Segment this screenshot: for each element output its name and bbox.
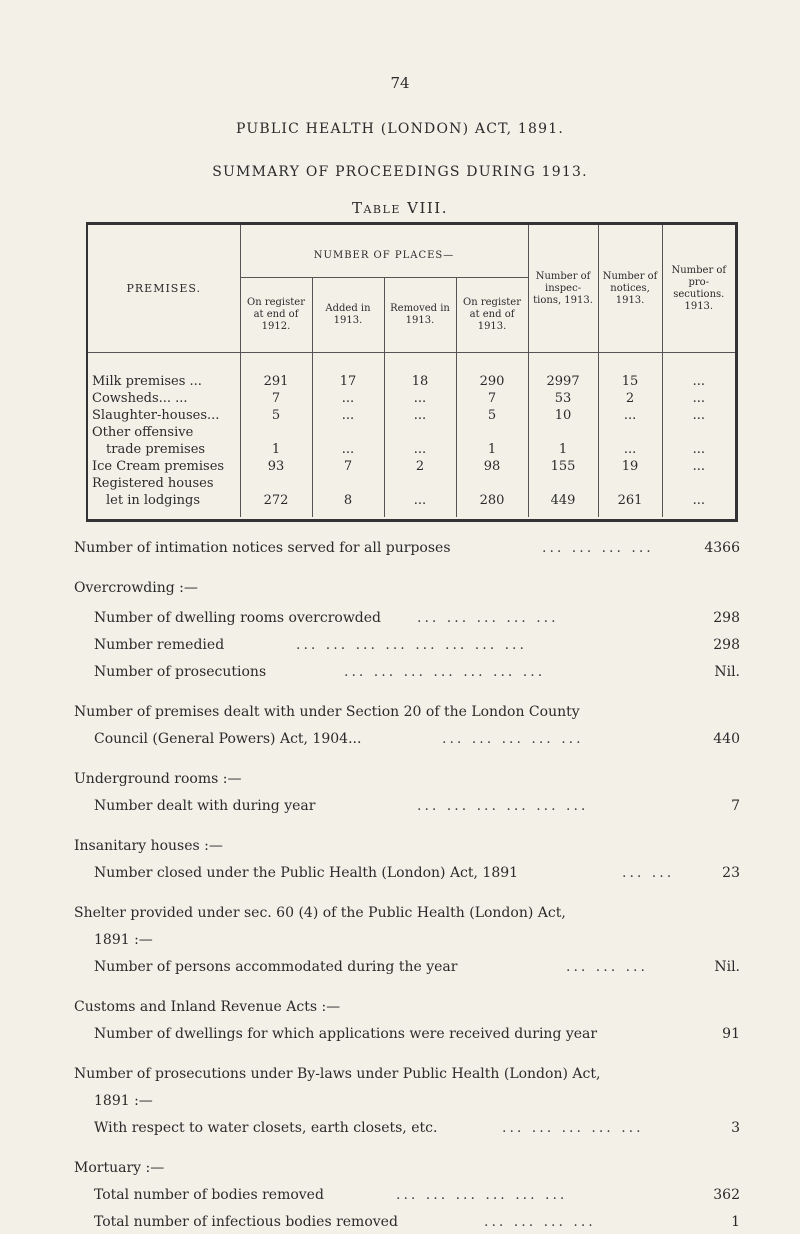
table-cell: ... <box>312 407 384 424</box>
premises-name-line: Cowsheds... ... <box>92 391 188 406</box>
table-cell: 1 <box>528 424 598 458</box>
overcrowding-heading: Overcrowding :— <box>74 580 198 596</box>
section20-row <box>74 731 740 751</box>
premises-name-line: trade premises <box>106 442 206 457</box>
stat-value: 23 <box>722 865 740 881</box>
filler-cell <box>528 509 598 517</box>
stat-value: Nil. <box>714 959 740 975</box>
leader-dots: ... ... <box>622 865 675 881</box>
premises-name-line: Registered houses <box>92 476 214 491</box>
table-cell: ... <box>662 475 735 509</box>
stat-label: Council (General Powers) Act, 1904... <box>94 731 362 747</box>
shelter-line: Shelter provided under sec. 60 (4) of the Public Health (London) Act, <box>74 905 566 921</box>
bylaws-line: Number of prosecutions under By-laws under Public Health (London) Act, <box>74 1066 601 1082</box>
leader-dots: ... ... ... ... ... <box>442 731 584 747</box>
stat-value: 1 <box>731 1214 740 1230</box>
table-row <box>88 458 735 475</box>
stat-label: Number of dwellings for which applications were received during year <box>94 1026 598 1042</box>
remedied-row <box>74 637 740 657</box>
table-caption: Table VIII. <box>351 199 448 217</box>
premises-name <box>88 407 240 424</box>
shelter-row <box>74 959 740 979</box>
table-row <box>88 390 735 407</box>
premises-name <box>88 353 240 391</box>
table-cell: ... <box>384 475 456 509</box>
filler-cell <box>88 509 240 517</box>
section20-line: Number of premises dealt with under Section 20 of the London County <box>74 704 580 720</box>
filler-cell <box>456 509 528 517</box>
table-cell: ... <box>384 390 456 407</box>
bylaws-row <box>74 1120 740 1140</box>
premises-table <box>86 222 738 522</box>
stat-label: Number of prosecutions <box>94 664 267 680</box>
table-cell: ... <box>662 407 735 424</box>
leader-dots: ... ... ... ... ... ... ... ... <box>296 637 527 653</box>
bodies-row <box>74 1187 740 1207</box>
stat-label: Total number of infectious bodies removed <box>94 1214 398 1230</box>
premises-name-line: Other offensive <box>92 425 194 440</box>
page-number: 74 <box>390 74 410 92</box>
prosecutions-header: Number of pro- secutions. 1913. <box>662 225 735 353</box>
shelter-line: 1891 :— <box>94 932 153 948</box>
premises-header: PREMISES. <box>88 225 240 353</box>
filler-cell <box>598 509 662 517</box>
stat-value: 91 <box>722 1026 740 1042</box>
table-cell: 2 <box>384 458 456 475</box>
table-cell: 2 <box>598 390 662 407</box>
premises-name-line: Ice Cream premises <box>92 459 225 474</box>
table-cell: 261 <box>598 475 662 509</box>
table-cell: 18 <box>384 353 456 391</box>
table-cell: 449 <box>528 475 598 509</box>
table-cell: 7 <box>312 458 384 475</box>
stat-value: 440 <box>713 731 740 747</box>
notices-header: Number of notices, 1913. <box>598 225 662 353</box>
table-cell: 280 <box>456 475 528 509</box>
sub-header: On register at end of 1912. <box>240 278 312 353</box>
leader-dots: ... ... ... ... ... ... <box>396 1187 568 1203</box>
filler-cell <box>240 509 312 517</box>
table-cell: 7 <box>456 390 528 407</box>
table-cell: 272 <box>240 475 312 509</box>
table-cell: ... <box>598 407 662 424</box>
stat-value: 4366 <box>704 540 740 556</box>
table-cell: 1 <box>456 424 528 458</box>
filler-cell <box>662 509 735 517</box>
leader-dots: ... ... ... ... ... ... ... <box>344 664 546 680</box>
premises-name-line: Milk premises ... <box>92 374 202 389</box>
table-row <box>88 407 735 424</box>
leader-dots: ... ... ... ... ... ... <box>417 798 589 814</box>
premises-name-line: Slaughter-houses... <box>92 408 220 423</box>
leader-dots: ... ... ... <box>566 959 648 975</box>
stat-label: Number of persons accommodated during the year <box>94 959 458 975</box>
filler-cell <box>312 509 384 517</box>
customs-row <box>74 1026 740 1046</box>
mortuary-heading: Mortuary :— <box>74 1160 165 1176</box>
table-cell: ... <box>312 424 384 458</box>
page-subtitle: SUMMARY OF PROCEEDINGS DURING 1913. <box>212 164 588 180</box>
leader-dots: ... ... ... ... ... <box>417 610 559 626</box>
table-row <box>88 353 735 391</box>
stat-label: Total number of bodies removed <box>94 1187 324 1203</box>
prosecutions-row <box>74 664 740 684</box>
table-cell: ... <box>384 407 456 424</box>
table-row <box>88 424 735 458</box>
table-cell: 155 <box>528 458 598 475</box>
underground-row <box>74 798 740 818</box>
stat-label: Number dealt with during year <box>94 798 316 814</box>
table-cell: ... <box>384 424 456 458</box>
bylaws-line: 1891 :— <box>94 1093 153 1109</box>
stat-label: Number remedied <box>94 637 225 653</box>
table-cell: ... <box>598 424 662 458</box>
insanitary-heading: Insanitary houses :— <box>74 838 223 854</box>
table-row <box>88 475 735 509</box>
stat-value: Nil. <box>714 664 740 680</box>
table-body <box>88 353 735 518</box>
leader-dots: ... ... ... ... <box>542 540 654 556</box>
table-cell: ... <box>662 458 735 475</box>
premises-name <box>88 475 240 509</box>
customs-heading: Customs and Inland Revenue Acts :— <box>74 999 341 1015</box>
page-title: PUBLIC HEALTH (LONDON) ACT, 1891. <box>236 121 564 137</box>
table-cell: ... <box>662 353 735 391</box>
stat-value: 298 <box>713 637 740 653</box>
table-cell: ... <box>662 424 735 458</box>
sub-header: On register at end of 1913. <box>456 278 528 353</box>
table-cell: 53 <box>528 390 598 407</box>
stat-value: 298 <box>713 610 740 626</box>
table-cell: 5 <box>240 407 312 424</box>
stat-label: Number closed under the Public Health (London) Act, 1891 <box>94 865 519 881</box>
infectious-row <box>74 1214 740 1234</box>
table-cell: 8 <box>312 475 384 509</box>
table-cell: 2997 <box>528 353 598 391</box>
leader-dots: ... ... ... ... ... <box>502 1120 644 1136</box>
intimation-row <box>74 540 740 560</box>
insanitary-row <box>74 865 740 885</box>
table-cell: 5 <box>456 407 528 424</box>
premises-name <box>88 390 240 407</box>
table-filler-row <box>88 509 735 517</box>
table-cell: ... <box>312 390 384 407</box>
stat-value: 362 <box>713 1187 740 1203</box>
overcrowded-row <box>74 610 740 630</box>
table-cell: 290 <box>456 353 528 391</box>
table-cell: 93 <box>240 458 312 475</box>
table-cell: 7 <box>240 390 312 407</box>
leader-dots: ... ... ... ... <box>484 1214 596 1230</box>
table-cell: 15 <box>598 353 662 391</box>
table-cell: 19 <box>598 458 662 475</box>
stat-label: Number of intimation notices served for all purposes <box>74 540 451 556</box>
sub-header: Removed in 1913. <box>384 278 456 353</box>
stat-value: 3 <box>731 1120 740 1136</box>
table-cell: 10 <box>528 407 598 424</box>
table-cell: 1 <box>240 424 312 458</box>
premises-name <box>88 424 240 458</box>
premises-name-line: let in lodgings <box>106 493 201 508</box>
table-cell: ... <box>662 390 735 407</box>
number-of-places-header: NUMBER OF PLACES— <box>240 225 528 278</box>
table-cell: 17 <box>312 353 384 391</box>
stat-label: Number of dwelling rooms overcrowded <box>94 610 382 626</box>
filler-cell <box>384 509 456 517</box>
premises-name <box>88 458 240 475</box>
stat-label: With respect to water closets, earth closets, etc. <box>94 1120 438 1136</box>
sub-header: Added in 1913. <box>312 278 384 353</box>
underground-heading: Underground rooms :— <box>74 771 242 787</box>
table-cell: 291 <box>240 353 312 391</box>
stat-value: 7 <box>731 798 740 814</box>
inspections-header: Number of inspec- tions, 1913. <box>528 225 598 353</box>
table-cell: 98 <box>456 458 528 475</box>
